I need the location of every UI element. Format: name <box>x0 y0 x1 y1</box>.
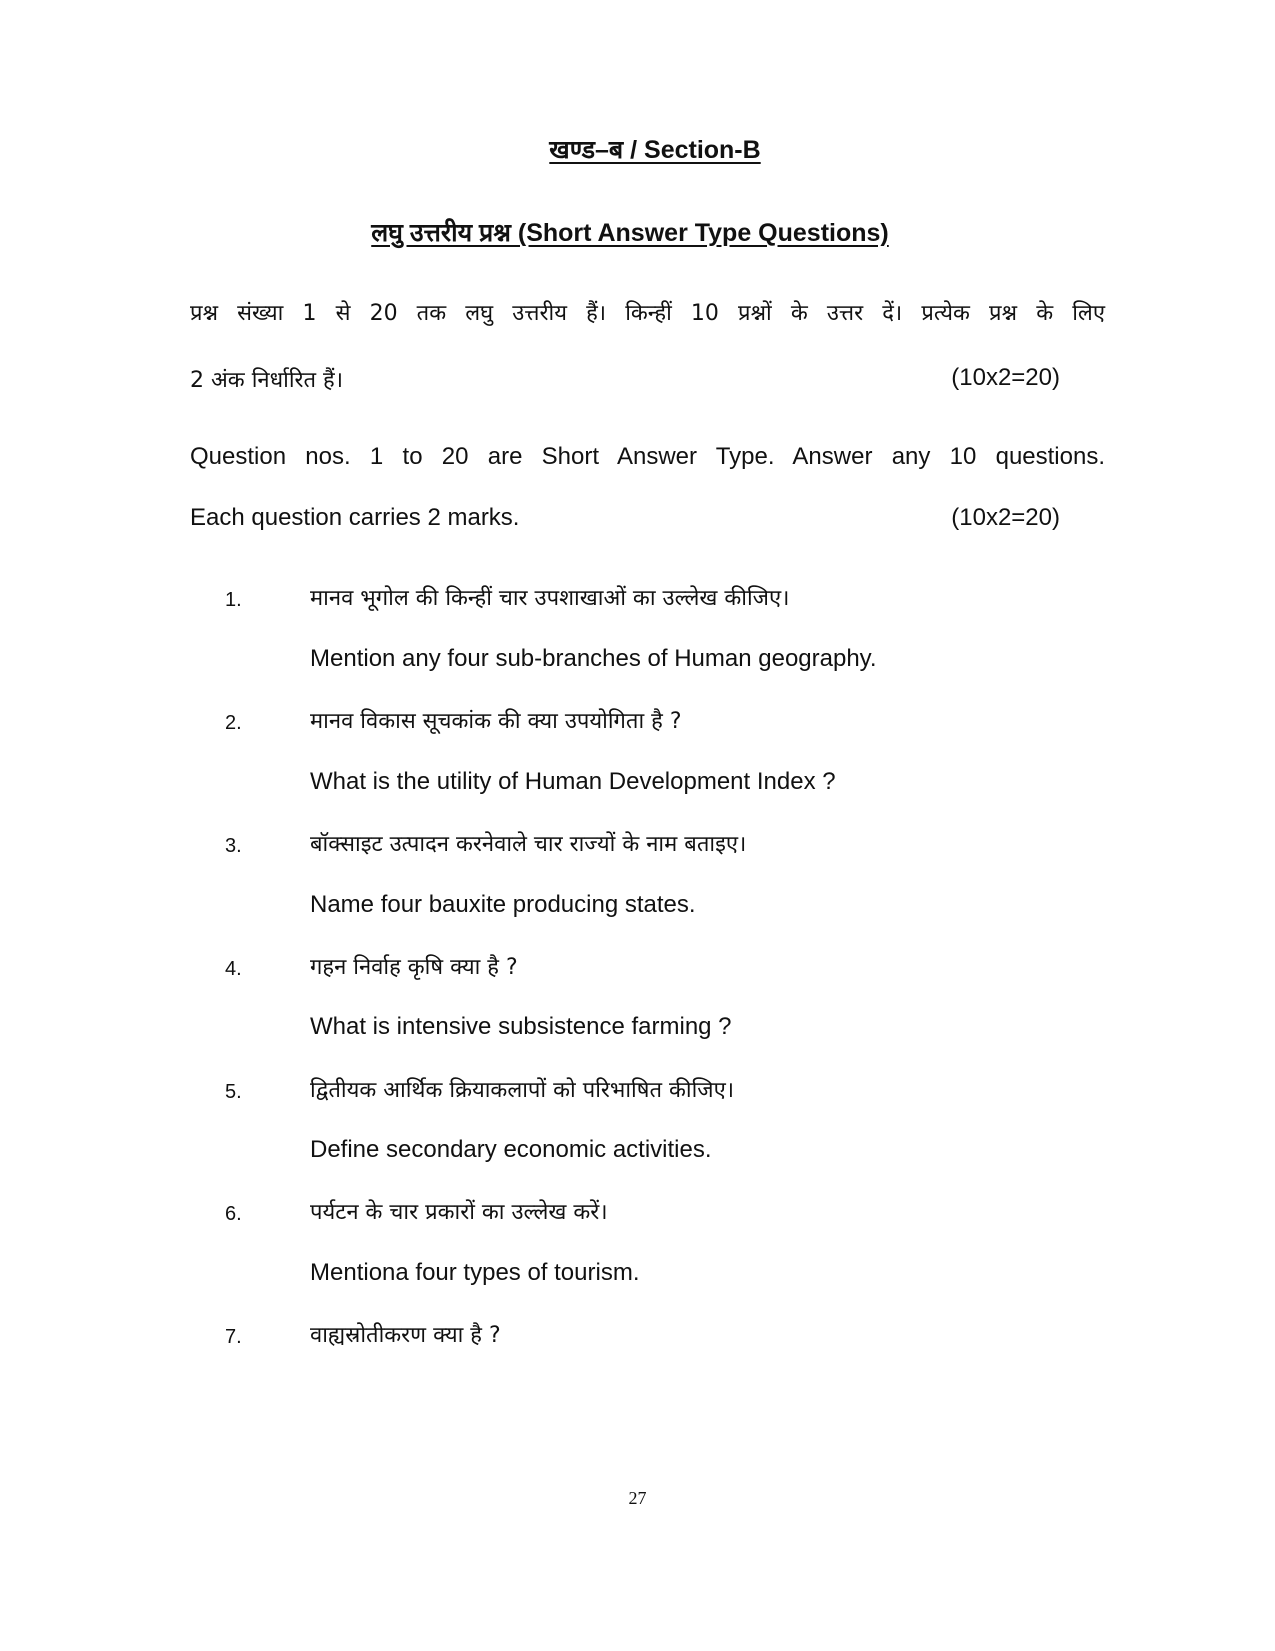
instructions-hindi-line1: प्रश्न संख्या 1 से 20 तक लघु उत्तरीय हैं। किन्हीं 10 प्रश्नों के उत्तर दें। प्रत्येक प्रश्न के लिए <box>190 301 1105 326</box>
instructions-hindi-marks: (10x2=20) <box>951 364 1060 391</box>
question-number: 6. <box>225 1203 242 1225</box>
question-number: 2. <box>225 712 242 734</box>
question-hindi: गहन निर्वाह कृषि क्या है ? <box>310 955 518 980</box>
instructions-english-text: Each question carries 2 marks. <box>190 504 520 531</box>
question-hindi: मानव भूगोल की किन्हीं चार उपशाखाओं का उल्लेख कीजिए। <box>310 586 790 611</box>
question-number: 3. <box>225 835 242 857</box>
instructions-english-line1: Question nos. 1 to 20 are Short Answer Type. Answer any 10 questions. <box>190 443 1105 470</box>
page-number: 27 <box>628 1488 647 1508</box>
section-title: खण्ड–ब / Section-B <box>549 136 761 164</box>
instructions-hindi-line2 <box>190 364 1105 394</box>
question-english: What is the utility of Human Development Index ? <box>310 768 836 795</box>
question-hindi: बॉक्साइट उत्पादन करनेवाले चार राज्यों के नाम बताइए। <box>310 832 747 857</box>
question-english: Mention any four sub-branches of Human geography. <box>310 645 877 672</box>
question-hindi: मानव विकास सूचकांक की क्या उपयोगिता है ? <box>310 709 682 734</box>
question-number: 4. <box>225 958 242 980</box>
question-hindi: पर्यटन के चार प्रकारों का उल्लेख करें। <box>310 1200 608 1225</box>
instructions-english-line2 <box>190 504 1105 532</box>
question-english: What is intensive subsistence farming ? <box>310 1013 732 1040</box>
question-english: Name four bauxite producing states. <box>310 891 696 918</box>
instructions-hindi-text: 2 अंक निर्धारित हैं। <box>190 368 344 393</box>
question-hindi: वाह्यस्रोतीकरण क्या है ? <box>310 1323 501 1348</box>
question-number: 5. <box>225 1081 242 1103</box>
question-english: Define secondary economic activities. <box>310 1136 712 1163</box>
question-hindi: द्वितीयक आर्थिक क्रियाकलापों को परिभाषित कीजिए। <box>310 1078 735 1103</box>
section-subtitle: लघु उत्तरीय प्रश्न (Short Answer Type Questions) <box>371 219 889 247</box>
question-number: 7. <box>225 1326 242 1348</box>
instructions-english-marks: (10x2=20) <box>951 504 1060 531</box>
question-number: 1. <box>225 589 242 611</box>
question-english: Mentiona four types of tourism. <box>310 1259 640 1286</box>
